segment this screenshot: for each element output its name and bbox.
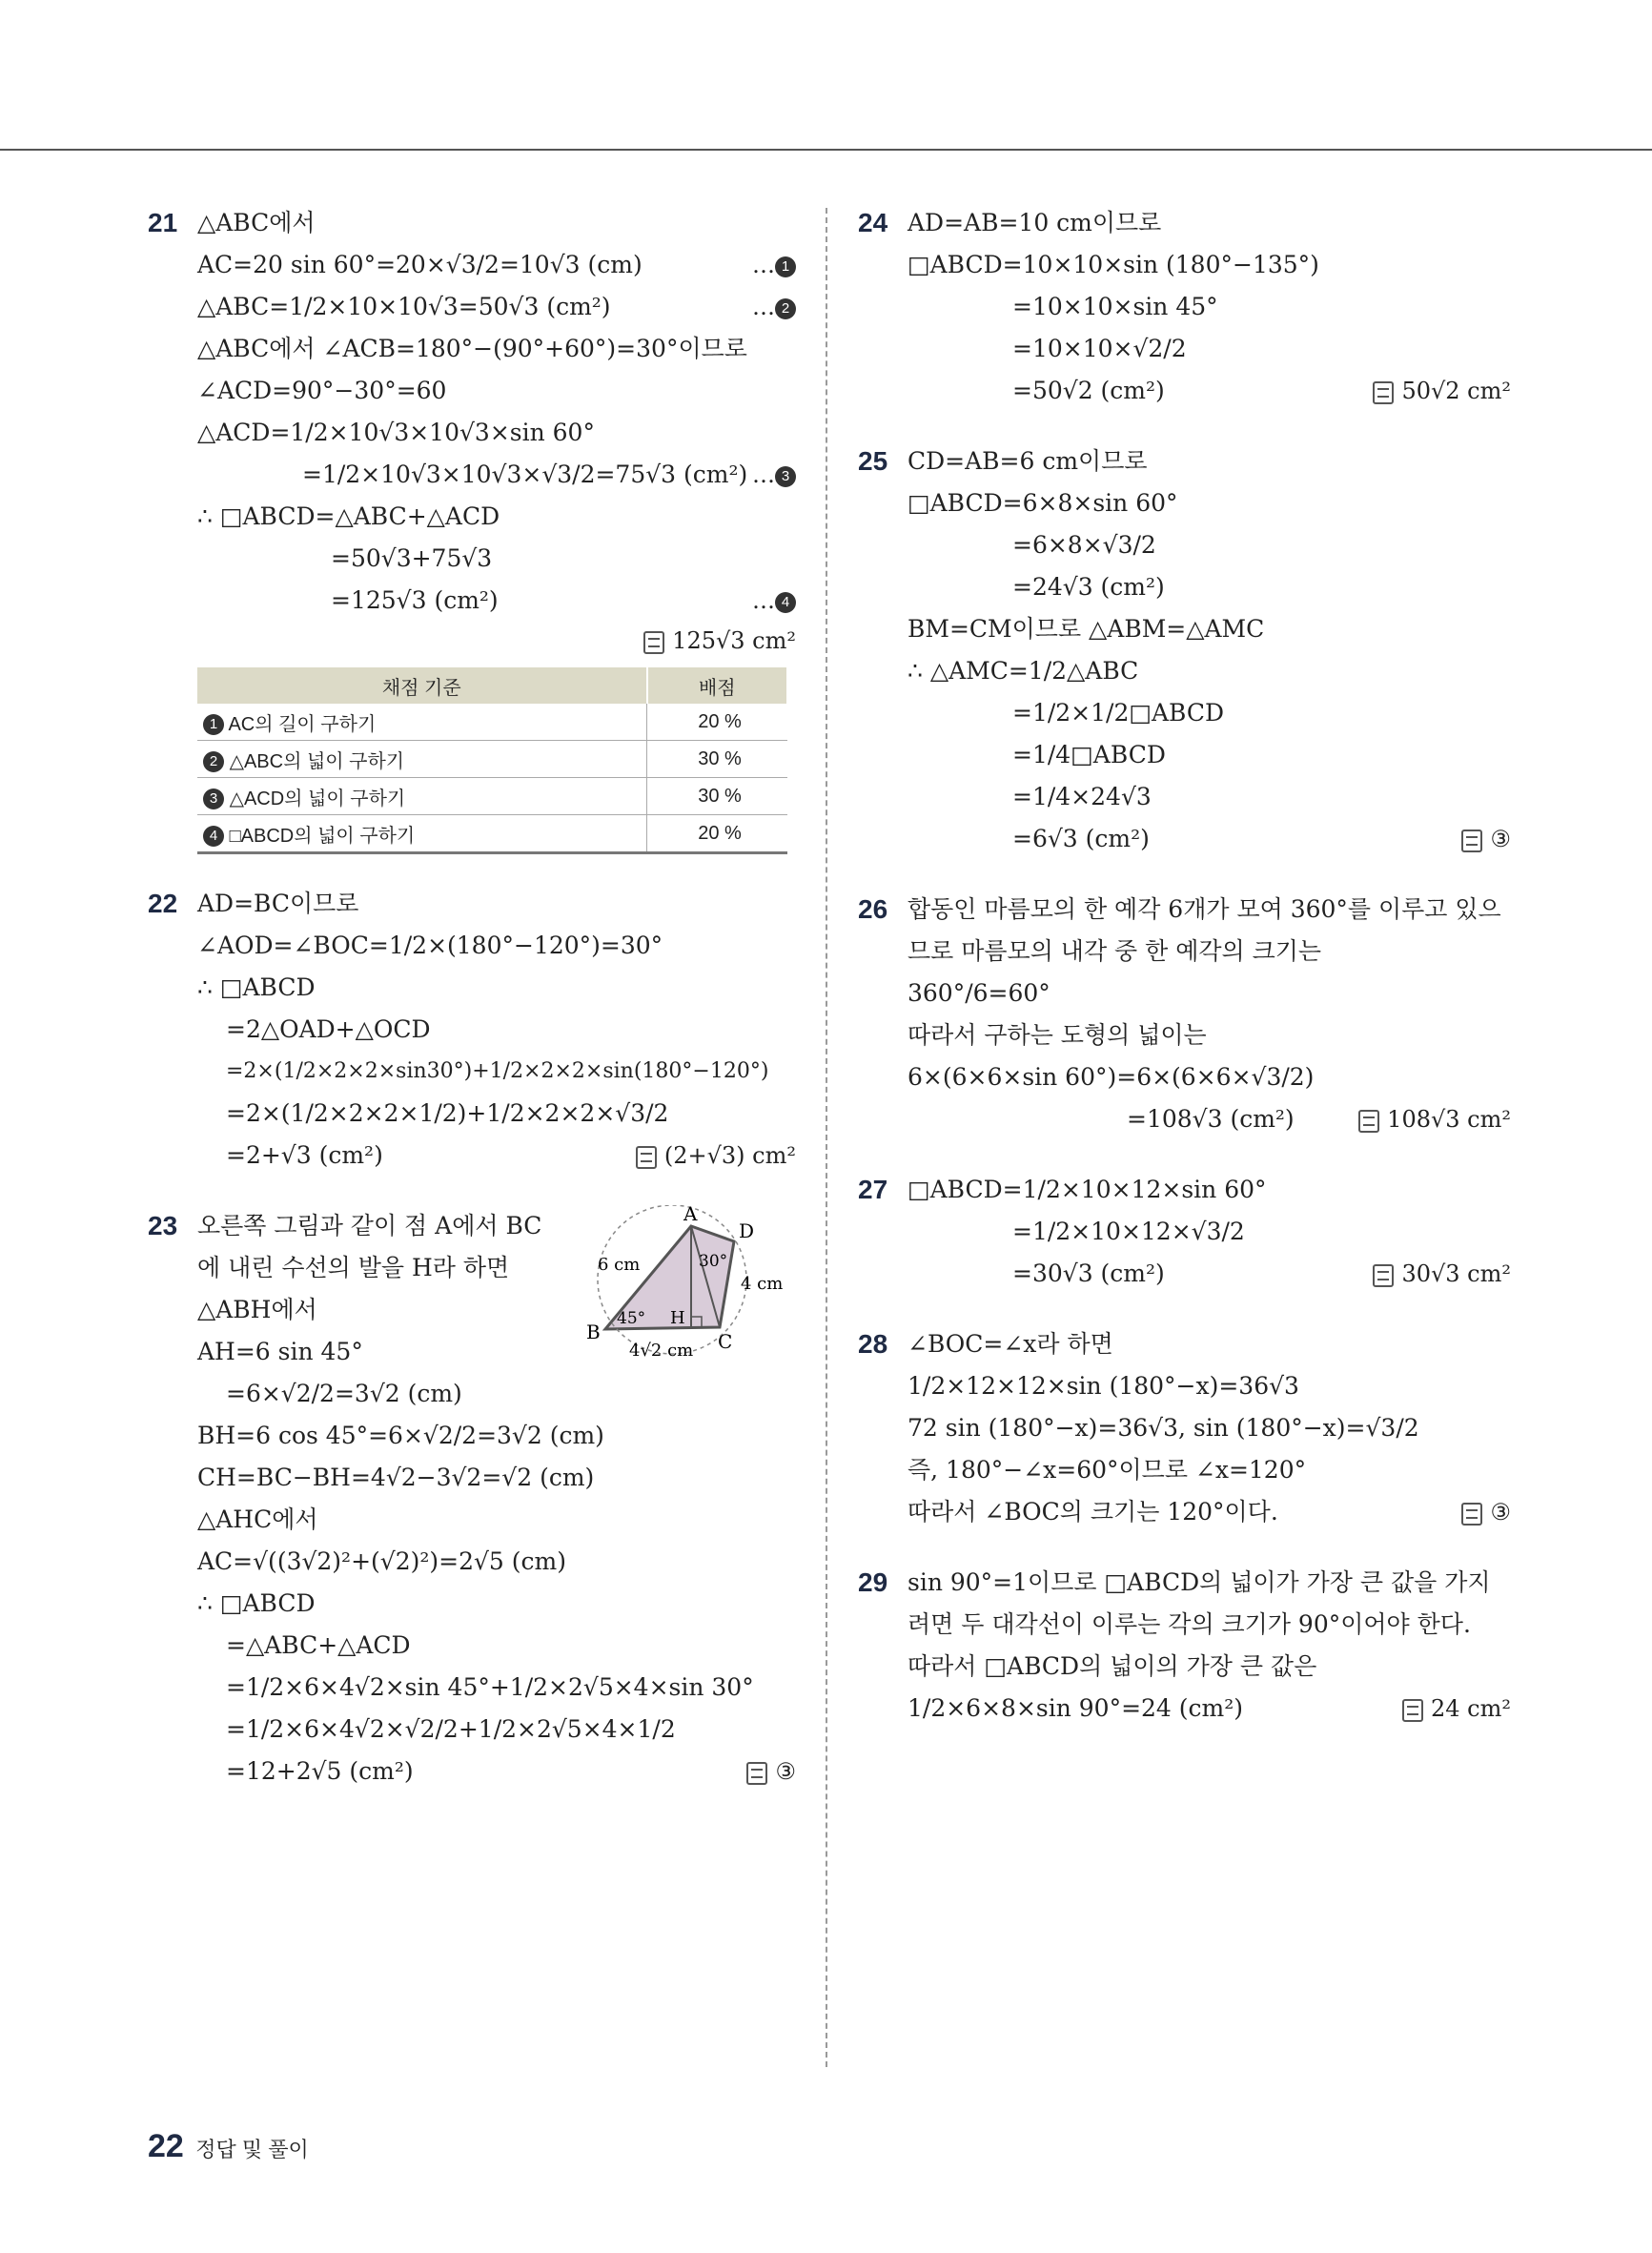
answer	[1358, 1098, 1511, 1140]
answer-icon	[1461, 1503, 1482, 1526]
solution-line	[908, 1688, 1511, 1730]
solution-line: CD=AB=6 cm이므로	[908, 447, 1148, 475]
answer-text: 24 cm²	[1431, 1695, 1511, 1722]
solution-line: 려면 두 대각선이 이루는 각의 크기가 90°이어야 한다.	[908, 1610, 1471, 1638]
right-column	[858, 202, 1511, 1758]
solution-line	[197, 580, 796, 622]
answer-icon	[1461, 830, 1482, 852]
solution-line	[908, 1098, 1511, 1140]
answer	[1461, 1491, 1511, 1533]
solution-line	[197, 1751, 796, 1792]
solution-line: □ABCD=10×10×sin (180°−135°)	[908, 251, 1319, 278]
solution-line: ∠ACD=90°−30°=60	[197, 377, 447, 404]
solution-line: =1/4×24√3	[1012, 783, 1152, 810]
criterion: AC의 길이 구하기	[228, 713, 377, 735]
solution-line: =△ABC+△ACD	[226, 1631, 411, 1659]
step-marker: … 1	[752, 244, 796, 286]
table-row	[197, 815, 787, 853]
solution-line	[908, 1491, 1511, 1533]
table-cell	[197, 704, 647, 741]
table-row	[197, 778, 787, 815]
solution-line	[197, 1135, 796, 1177]
problem-23	[148, 1205, 796, 1792]
marker-circle: 4	[203, 826, 224, 847]
solution-line: =2△OAD+△OCD	[226, 1015, 431, 1043]
solution-line	[197, 244, 796, 286]
solution-line: AC=√((3√2)²+(√2)²)=2√5 (cm)	[197, 1547, 566, 1575]
solution-line: BM=CM이므로 △ABM=△AMC	[908, 615, 1265, 643]
table-cell: 20 %	[647, 815, 788, 853]
solution-line: =2×(1/2×2×2×1/2)+1/2×2×2×√3/2	[226, 1099, 669, 1127]
solution-line: 므로 마름모의 내각 중 한 예각의 크기는	[908, 937, 1322, 965]
column-divider	[826, 208, 827, 2067]
solution-line: □ABCD=6×8×sin 60°	[908, 489, 1178, 517]
step-marker: … 2	[752, 286, 796, 328]
solution-line: 따라서 구하는 도형의 넓이는	[908, 1021, 1207, 1049]
page-footer	[148, 2128, 309, 2165]
answer-icon	[1373, 1264, 1394, 1287]
problem-22	[148, 883, 796, 1177]
marker-circle: 1	[203, 714, 224, 735]
criterion: △ACD의 넓이 구하기	[229, 788, 406, 809]
table-header: 배점	[647, 667, 788, 704]
solution-line: 오른쪽 그림과 같이 점 A에서 BC	[197, 1212, 542, 1239]
problem-27	[858, 1169, 1511, 1295]
solution-line: 6×(6×6×sin 60°)=6×(6×6×√3/2)	[908, 1063, 1315, 1091]
page-number: 22	[148, 2128, 184, 2164]
solution-line: AD=AB=10 cm이므로	[908, 209, 1162, 236]
problem-number: 25	[858, 446, 888, 476]
header-rule	[0, 149, 1652, 151]
problem-26	[858, 889, 1511, 1140]
solution-line: ∠AOD=∠BOC=1/2×(180°−120°)=30°	[197, 932, 663, 959]
solution-line: △ABC에서 ∠ACB=180°−(90°+60°)=30°이므로	[197, 335, 747, 362]
solution-line: ∴ △AMC=1/2△ABC	[908, 657, 1139, 685]
marker-circle: 3	[203, 789, 224, 809]
solution-line: =10×10×sin 45°	[1012, 293, 1218, 320]
label-a: A	[683, 1205, 698, 1225]
table-cell	[197, 815, 647, 853]
problem-25	[858, 440, 1511, 860]
table-cell: 30 %	[647, 778, 788, 815]
table-header: 채점 기준	[197, 667, 647, 704]
solution-line: 360°/6=60°	[908, 979, 1050, 1007]
criterion: □ABCD의 넓이 구하기	[229, 825, 416, 847]
answer	[197, 622, 796, 660]
solution-line: 1/2×12×12×sin (180°−x)=36√3	[908, 1372, 1299, 1400]
label-c: C	[718, 1330, 733, 1353]
table-header-row	[197, 667, 787, 704]
marker-circle: 4	[775, 592, 796, 613]
solution-line: 72 sin (180°−x)=36√3, sin (180°−x)=√3/2	[908, 1414, 1419, 1442]
label-cd: 4 cm	[741, 1274, 784, 1294]
solution-line: =2×(1/2×2×2×sin30°)+1/2×2×2×sin(180°−120°)	[226, 1059, 769, 1083]
solution-line: ∴ □ABCD	[197, 973, 316, 1001]
label-angle-b: 45°	[617, 1309, 646, 1328]
problem-number: 21	[148, 208, 178, 237]
solution-line: □ABCD=1/2×10×12×sin 60°	[908, 1176, 1267, 1203]
table-row	[197, 741, 787, 778]
answer-icon	[643, 631, 664, 654]
solution-line: =1/2×6×4√2×√2/2+1/2×2√5×4×1/2	[226, 1715, 676, 1743]
answer-text: ③	[1490, 1499, 1511, 1526]
answer	[636, 1135, 796, 1177]
answer-text: 30√3 cm²	[1401, 1260, 1511, 1287]
solution-line	[197, 454, 796, 496]
answer-icon	[746, 1762, 767, 1785]
solution-line: =6×8×√3/2	[1012, 531, 1156, 559]
line-text: =125√3 (cm²)	[331, 586, 499, 614]
answer	[1402, 1688, 1511, 1730]
line-text: =108√3 (cm²)	[1127, 1105, 1295, 1133]
line-text: =2+√3 (cm²)	[226, 1141, 383, 1169]
solution-line: △ABC에서	[197, 209, 316, 236]
step-marker: … 3	[752, 454, 796, 496]
line-text: =6√3 (cm²)	[1012, 825, 1150, 852]
answer-text: 50√2 cm²	[1401, 378, 1511, 404]
line-text: =1/2×10√3×10√3×√3/2=75√3 (cm²)	[302, 461, 748, 488]
answer	[1373, 370, 1511, 412]
problem-number: 22	[148, 889, 178, 918]
solution-line: sin 90°=1이므로 □ABCD의 넓이가 가장 큰 값을 가지	[908, 1568, 1491, 1596]
answer	[746, 1751, 796, 1792]
solution-line: 즉, 180°−∠x=60°이므로 ∠x=120°	[908, 1456, 1307, 1484]
problem-number: 29	[858, 1567, 888, 1597]
marker-circle: 2	[775, 298, 796, 319]
answer-icon	[1373, 381, 1394, 404]
step-marker: … 4	[752, 580, 796, 622]
criterion: △ABC의 넓이 구하기	[229, 750, 405, 772]
marker-circle: 2	[203, 751, 224, 772]
label-angle-a: 30°	[699, 1252, 728, 1271]
answer-text: 125√3 cm²	[672, 627, 796, 654]
label-bc: 4√2 cm	[629, 1341, 694, 1361]
footer-label: 정답 및 풀이	[195, 2138, 309, 2161]
line-text: AC=20 sin 60°=20×√3/2=10√3 (cm)	[197, 251, 642, 278]
problem-number: 26	[858, 894, 888, 924]
solution-line: △ABH에서	[197, 1296, 317, 1323]
grading-table	[197, 667, 788, 854]
problem-28	[858, 1323, 1511, 1533]
solution-line: =1/2×10×12×√3/2	[1012, 1218, 1245, 1245]
answer-icon	[1402, 1699, 1423, 1722]
problem-number: 23	[148, 1211, 178, 1240]
solution-line	[908, 818, 1511, 860]
problem-number: 28	[858, 1329, 888, 1359]
line-text: 1/2×6×8×sin 90°=24 (cm²)	[908, 1694, 1244, 1722]
answer-text: ③	[775, 1758, 796, 1785]
answer-icon	[1358, 1110, 1379, 1133]
answer-text: 108√3 cm²	[1387, 1106, 1511, 1133]
problem-21	[148, 202, 796, 854]
left-column	[148, 202, 796, 1821]
solution-line: =1/2×1/2□ABCD	[1012, 699, 1225, 727]
line-text: =12+2√5 (cm²)	[226, 1757, 414, 1785]
solution-line: △AHC에서	[197, 1505, 318, 1533]
solution-line: AD=BC이므로	[197, 890, 359, 917]
label-b: B	[586, 1321, 601, 1343]
label-ab: 6 cm	[598, 1255, 641, 1275]
problem-number: 27	[858, 1175, 888, 1204]
solution-line	[908, 370, 1511, 412]
solution-line: 합동인 마름모의 한 예각 6개가 모여 360°를 이루고 있으	[908, 895, 1501, 923]
label-h: H	[670, 1308, 685, 1328]
solution-line: △ACD=1/2×10√3×10√3×sin 60°	[197, 419, 595, 446]
line-text: 따라서 ∠BOC의 크기는 120°이다.	[908, 1498, 1278, 1526]
solution-line: =6×√2/2=3√2 (cm)	[226, 1380, 462, 1407]
solution-line: =50√3+75√3	[331, 544, 493, 572]
solution-line: =10×10×√2/2	[1012, 335, 1187, 362]
solution-line: 따라서 □ABCD의 넓이의 가장 큰 값은	[908, 1652, 1317, 1680]
solution-line: BH=6 cos 45°=6×√2/2=3√2 (cm)	[197, 1422, 604, 1449]
line-text: △ABC=1/2×10×10√3=50√3 (cm²)	[197, 293, 611, 320]
answer	[1461, 818, 1511, 860]
answer-icon	[636, 1146, 657, 1169]
solution-line: 에 내린 수선의 발을 H라 하면	[197, 1254, 510, 1281]
problem-29	[858, 1562, 1511, 1730]
table-cell: 30 %	[647, 741, 788, 778]
solution-line: =1/4□ABCD	[1012, 741, 1166, 768]
table-cell: 20 %	[647, 704, 788, 741]
problem-24	[858, 202, 1511, 412]
solution-line: =1/2×6×4√2×sin 45°+1/2×2√5×4×sin 30°	[226, 1673, 754, 1701]
solution-line: AH=6 sin 45°	[197, 1338, 363, 1365]
table-cell	[197, 778, 647, 815]
marker-circle: 3	[775, 466, 796, 487]
solution-line: ∠BOC=∠x라 하면	[908, 1330, 1113, 1358]
marker-circle: 1	[775, 256, 796, 277]
answer-text: ③	[1490, 826, 1511, 852]
line-text: =30√3 (cm²)	[1012, 1260, 1165, 1287]
answer-text: (2+√3) cm²	[663, 1142, 796, 1169]
table-row	[197, 704, 787, 741]
table-cell	[197, 741, 647, 778]
line-text: =50√2 (cm²)	[1012, 377, 1165, 404]
answer	[1373, 1253, 1511, 1295]
solution-line: ∴ □ABCD=△ABC+△ACD	[197, 502, 500, 530]
solution-line: =24√3 (cm²)	[1012, 573, 1165, 601]
solution-line	[908, 1253, 1511, 1295]
solution-line: ∴ □ABCD	[197, 1589, 316, 1617]
problem-number: 24	[858, 208, 888, 237]
label-d: D	[739, 1219, 755, 1242]
solution-line	[197, 286, 796, 328]
solution-line: CH=BC−BH=4√2−3√2=√2 (cm)	[197, 1464, 595, 1491]
